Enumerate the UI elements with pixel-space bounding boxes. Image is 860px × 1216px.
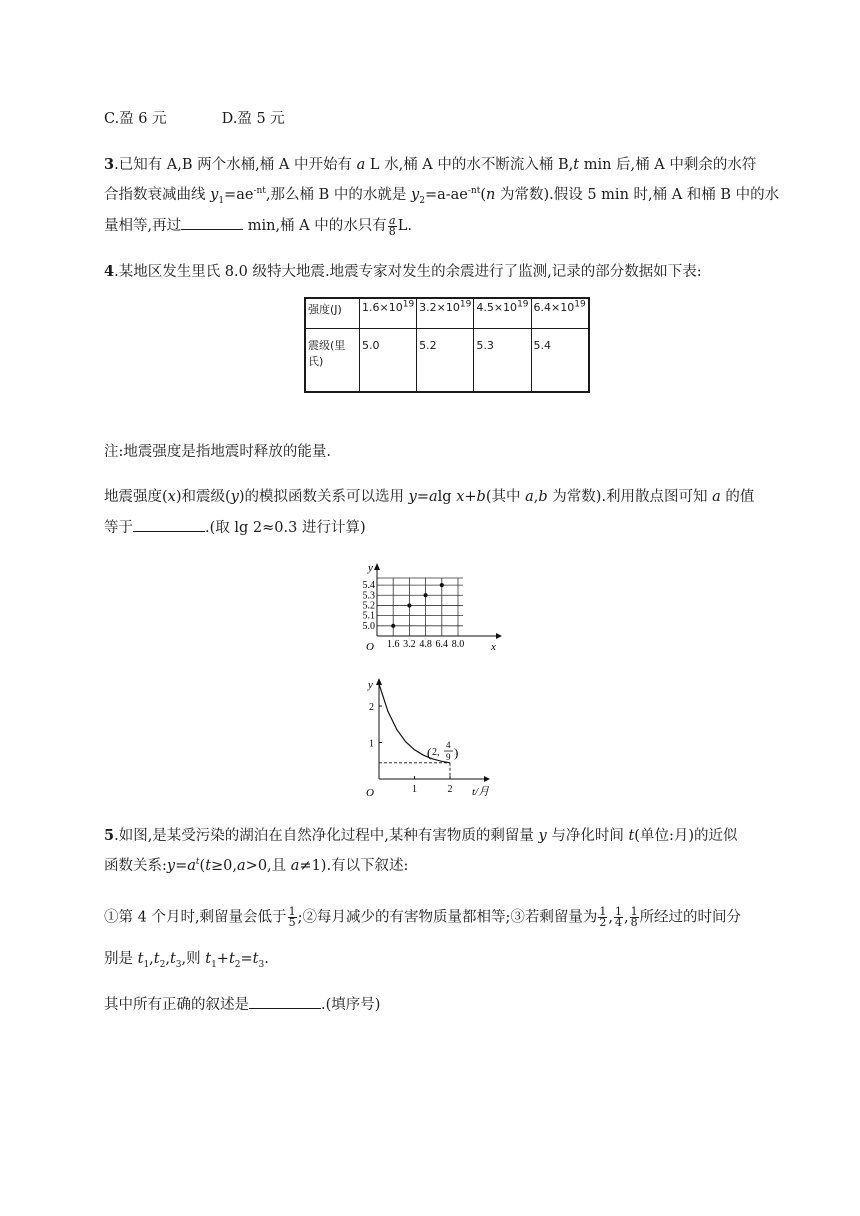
x-tick-label: 3.2: [403, 639, 416, 650]
q3-fraction: $\frac{a}{8}$: [388, 213, 396, 238]
q4-answer-blank: [133, 517, 205, 532]
y-tick-label: 1: [369, 738, 374, 750]
options-cd: [104, 109, 285, 129]
y-axis-label: y: [368, 562, 373, 574]
paren-close: ): [454, 745, 459, 760]
y-tick-label: 5.2: [362, 600, 375, 612]
q3-line2: 合指数衰减曲线 $y_1=ae^{-nt}$,那么桶 B 中的水就是 $y_2=a-ae^{-nt}(n$ 为常数).假设 5 min 时,桶 A 和桶 B 中的水: [104, 186, 780, 206]
x-axis-label: t/月: [472, 786, 490, 798]
point-label-den: 9: [446, 752, 451, 762]
y-axis-label: y: [368, 679, 373, 691]
q4-para-line1: 地震强度(x)和震级(y)的模拟函数关系可以选用 y=alg x+b(其中 a,b 为常数).利用散点图可知 a 的值: [104, 489, 755, 505]
table-header-intensity: 强度(J): [305, 298, 360, 329]
table-row: [305, 298, 589, 329]
scatter-point: [407, 603, 411, 607]
table-cell: 5.3: [474, 329, 531, 393]
q3-line3: 量相等,再过 min,桶 A 中的水只有 $\frac{a}{8}$ L.: [104, 213, 412, 238]
y-axis-arrow: [374, 563, 380, 570]
table-header-magnitude: 震级(里氏): [305, 329, 360, 393]
option-c: C.盈 6 元: [104, 111, 167, 127]
table-cell: 5.0: [360, 329, 417, 393]
y-tick-label: 5.4: [362, 580, 375, 592]
y-tick-label: 5.1: [362, 610, 375, 622]
decay-plot: [379, 684, 450, 779]
x-axis-label: x: [491, 641, 496, 653]
scatter-labels: [363, 562, 497, 653]
fraction-one-quarter: $\frac{1}{4}$: [614, 905, 622, 929]
table-cell: $6.4\times 10^{19}$: [531, 298, 589, 329]
q5-line1: 5.如图,是某受污染的湖泊在自然净化过程中,某种有害物质的剩留量 y 与净化时间 t(单位:月)的近似: [104, 827, 738, 844]
q4-number: 4: [104, 263, 115, 280]
x-tick-label: 1.6: [386, 639, 400, 650]
q4-intro: 4.某地区发生里氏 8.0 级特大地震.地震专家对发生的余震进行了监测,记录的部分数据如下表:: [104, 263, 702, 280]
q5-number: 5: [104, 827, 115, 844]
q3-line1: 3.已知有 A,B 两个水桶,桶 A 中开始有 a L 水,桶 A 中的水不断流入桶 B,t min 后,桶 A 中剩余的水符: [104, 156, 757, 173]
table-cell: $1.6\times 10^{19}$: [360, 298, 417, 329]
q5-answer-blank: [249, 994, 321, 1009]
point-label-num: 4: [446, 740, 451, 750]
q4-note: 注:地震强度是指地震时释放的能量.: [104, 444, 331, 460]
x-tick-label: 8.0: [451, 639, 465, 650]
quake-data-table: [304, 297, 590, 393]
y-tick-label: 2: [369, 702, 374, 713]
q5-line5: 其中所有正确的叙述是 .(填序号): [104, 994, 380, 1015]
q3-number: 3: [104, 156, 115, 173]
q5-line2: 函数关系$:y=a^t(t\ge 0,a>0$,且 a≠1).有以下叙述:: [104, 857, 409, 874]
paren-open: (: [427, 745, 432, 760]
origin-label: O: [366, 787, 374, 799]
x-axis-arrow: [484, 776, 490, 782]
x-tick-label: 2: [447, 784, 453, 795]
fraction-one-half: $\frac{1}{2}$: [599, 905, 607, 929]
point-label-x: 2,: [432, 747, 440, 758]
scatter-point: [391, 624, 395, 628]
table-cell: 5.4: [531, 329, 589, 393]
table-row: [305, 329, 589, 393]
fraction-one-fifth: $\frac{1}{5}$: [288, 905, 296, 929]
scatter-point: [440, 583, 444, 587]
decay-chart: [360, 675, 505, 800]
q5-line3: ①第 4 个月时,剩留量会低于 $\frac{1}{5}$ ;②每月减少的有害物质量都相等;③若剩留量为 $\frac{1}{2}$ , $\frac{1}{4}$ , $\frac{1}{8}$ 所经过的时间分: [104, 905, 742, 929]
table-cell: 5.2: [417, 329, 474, 393]
x-tick-label: 1: [412, 784, 417, 795]
option-d: D.盈 5 元: [221, 111, 285, 127]
q5-line4: 别是 $t_1,t_2,t_3$,则 $t_1+t_2=t_3$.: [104, 951, 269, 970]
origin-label: O: [366, 641, 374, 653]
y-tick-label: 5.0: [362, 620, 375, 632]
x-tick-label: 6.4: [435, 639, 449, 650]
q4-para-line2: 等于 .(取 lg 2≈0.3 进行计算): [104, 517, 366, 538]
table-cell: $3.2\times 10^{19}$: [417, 298, 474, 329]
y-tick-label: 5.3: [362, 590, 375, 602]
q3-answer-blank: [181, 215, 243, 230]
decay-axes: [376, 678, 490, 782]
x-axis-arrow: [496, 633, 502, 639]
scatter-chart: [360, 560, 510, 655]
scatter-grid: [377, 578, 463, 636]
table-cell: $4.5\times 10^{19}$: [474, 298, 531, 329]
x-tick-label: 4.8: [419, 639, 432, 650]
fraction-one-eighth: $\frac{1}{8}$: [630, 905, 638, 929]
decay-labels: [366, 679, 490, 799]
scatter-point: [424, 593, 428, 597]
